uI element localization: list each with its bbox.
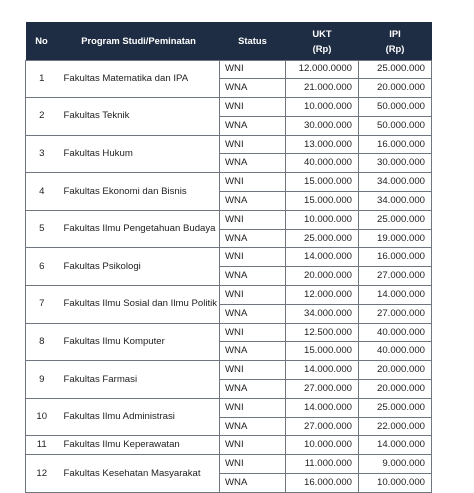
ukt-cell: 10.000.000 — [286, 98, 359, 117]
ukt-cell: 15.000.000 — [286, 173, 359, 192]
faculty-number: 6 — [26, 248, 58, 286]
ukt-cell: 14.000.000 — [286, 398, 359, 417]
tuition-table — [25, 22, 432, 493]
table-row — [26, 98, 432, 117]
faculty-number: 7 — [26, 286, 58, 324]
faculty-number: 2 — [26, 98, 58, 136]
ipi-cell: 34.000.000 — [359, 192, 432, 211]
ipi-cell: 20.000.000 — [359, 361, 432, 380]
table-row — [26, 60, 432, 79]
header-ukt — [286, 22, 359, 60]
status-cell: WNA — [220, 192, 286, 211]
status-cell: WNA — [220, 474, 286, 493]
faculty-number: 5 — [26, 210, 58, 248]
ukt-cell: 10.000.000 — [286, 436, 359, 455]
table-row — [26, 436, 432, 455]
ipi-cell: 25.000.000 — [359, 210, 432, 229]
faculty-number: 9 — [26, 361, 58, 399]
ukt-cell: 14.000.000 — [286, 361, 359, 380]
table-row — [26, 210, 432, 229]
faculty-name: Fakultas Ilmu Pengetahuan Budaya — [58, 210, 220, 248]
table-row — [26, 173, 432, 192]
status-cell: WNA — [220, 267, 286, 286]
ipi-cell: 22.000.000 — [359, 417, 432, 436]
faculty-name: Fakultas Ilmu Sosial dan Ilmu Politik — [58, 286, 220, 324]
ukt-cell: 16.000.000 — [286, 474, 359, 493]
header-ipi — [359, 22, 432, 60]
ipi-cell: 20.000.000 — [359, 380, 432, 399]
header-ipi-unit: (Rp) — [385, 42, 405, 54]
status-cell: WNI — [220, 60, 286, 79]
faculty-name: Fakultas Hukum — [58, 135, 220, 173]
ukt-cell: 27.000.000 — [286, 380, 359, 399]
status-cell: WNI — [220, 286, 286, 305]
ipi-cell: 40.000.000 — [359, 342, 432, 361]
table-body — [26, 60, 432, 492]
status-cell: WNA — [220, 417, 286, 436]
ukt-cell: 14.000.000 — [286, 248, 359, 267]
faculty-name: Fakultas Ilmu Administrasi — [58, 398, 220, 436]
faculty-number: 10 — [26, 398, 58, 436]
ukt-cell: 30.000.000 — [286, 116, 359, 135]
table-row — [26, 323, 432, 342]
table-row — [26, 248, 432, 267]
faculty-number: 8 — [26, 323, 58, 361]
status-cell: WNI — [220, 455, 286, 474]
ukt-cell: 12.000.000 — [286, 286, 359, 305]
faculty-number: 4 — [26, 173, 58, 211]
table-row — [26, 455, 432, 474]
ipi-cell: 25.000.000 — [359, 398, 432, 417]
ipi-cell: 10.000.000 — [359, 474, 432, 493]
status-cell: WNI — [220, 361, 286, 380]
table-row — [26, 286, 432, 305]
ukt-cell: 13.000.000 — [286, 135, 359, 154]
status-cell: WNI — [220, 323, 286, 342]
ukt-cell: 40.000.000 — [286, 154, 359, 173]
ukt-cell: 12.500.000 — [286, 323, 359, 342]
status-cell: WNA — [220, 229, 286, 248]
status-cell: WNA — [220, 79, 286, 98]
table-row — [26, 361, 432, 380]
ipi-cell: 16.000.000 — [359, 135, 432, 154]
ipi-cell: 20.000.000 — [359, 79, 432, 98]
faculty-name: Fakultas Teknik — [58, 98, 220, 136]
ipi-cell: 50.000.000 — [359, 116, 432, 135]
faculty-number: 1 — [26, 60, 58, 98]
ipi-cell: 19.000.000 — [359, 229, 432, 248]
status-cell: WNI — [220, 210, 286, 229]
ipi-cell: 16.000.000 — [359, 248, 432, 267]
header-ukt-label: UKT — [312, 27, 332, 39]
faculty-number: 11 — [26, 436, 58, 455]
ipi-cell: 25.000.000 — [359, 60, 432, 79]
status-cell: WNI — [220, 436, 286, 455]
ukt-cell: 11.000.000 — [286, 455, 359, 474]
ipi-cell: 14.000.000 — [359, 286, 432, 305]
header-status: Status — [238, 35, 267, 47]
status-cell: WNI — [220, 173, 286, 192]
header-ukt-unit: (Rp) — [312, 42, 332, 54]
ukt-cell: 34.000.000 — [286, 304, 359, 323]
status-cell: WNI — [220, 98, 286, 117]
ukt-cell: 27.000.000 — [286, 417, 359, 436]
ipi-cell: 27.000.000 — [359, 304, 432, 323]
faculty-name: Fakultas Matematika dan IPA — [58, 60, 220, 98]
faculty-name: Fakultas Ilmu Keperawatan — [58, 436, 220, 455]
status-cell: WNA — [220, 342, 286, 361]
status-cell: WNI — [220, 248, 286, 267]
header-ipi-label: IPI — [389, 27, 401, 39]
status-cell: WNI — [220, 135, 286, 154]
faculty-name: Fakultas Farmasi — [58, 361, 220, 399]
faculty-number: 12 — [26, 455, 58, 493]
ipi-cell: 9.000.000 — [359, 455, 432, 474]
ukt-cell: 10.000.000 — [286, 210, 359, 229]
ipi-cell: 27.000.000 — [359, 267, 432, 286]
faculty-name: Fakultas Ekonomi dan Bisnis — [58, 173, 220, 211]
faculty-name: Fakultas Ilmu Komputer — [58, 323, 220, 361]
faculty-number: 3 — [26, 135, 58, 173]
ukt-cell: 12.000.0000 — [286, 60, 359, 79]
table-row — [26, 135, 432, 154]
status-cell: WNA — [220, 304, 286, 323]
ukt-cell: 20.000.000 — [286, 267, 359, 286]
header-program: Program Studi/Peminatan — [81, 35, 196, 47]
table-row — [26, 398, 432, 417]
faculty-name: Fakultas Kesehatan Masyarakat — [58, 455, 220, 493]
status-cell: WNA — [220, 154, 286, 173]
ipi-cell: 14.000.000 — [359, 436, 432, 455]
faculty-name: Fakultas Psikologi — [58, 248, 220, 286]
ukt-cell: 15.000.000 — [286, 342, 359, 361]
header-no: No — [35, 35, 48, 47]
ukt-cell: 15.000.000 — [286, 192, 359, 211]
table-header-row — [26, 22, 432, 60]
status-cell: WNI — [220, 398, 286, 417]
ukt-cell: 25.000.000 — [286, 229, 359, 248]
ipi-cell: 50.000.000 — [359, 98, 432, 117]
ipi-cell: 40.000.000 — [359, 323, 432, 342]
status-cell: WNA — [220, 380, 286, 399]
ipi-cell: 34.000.000 — [359, 173, 432, 192]
ipi-cell: 30.000.000 — [359, 154, 432, 173]
status-cell: WNA — [220, 116, 286, 135]
ukt-cell: 21.000.000 — [286, 79, 359, 98]
